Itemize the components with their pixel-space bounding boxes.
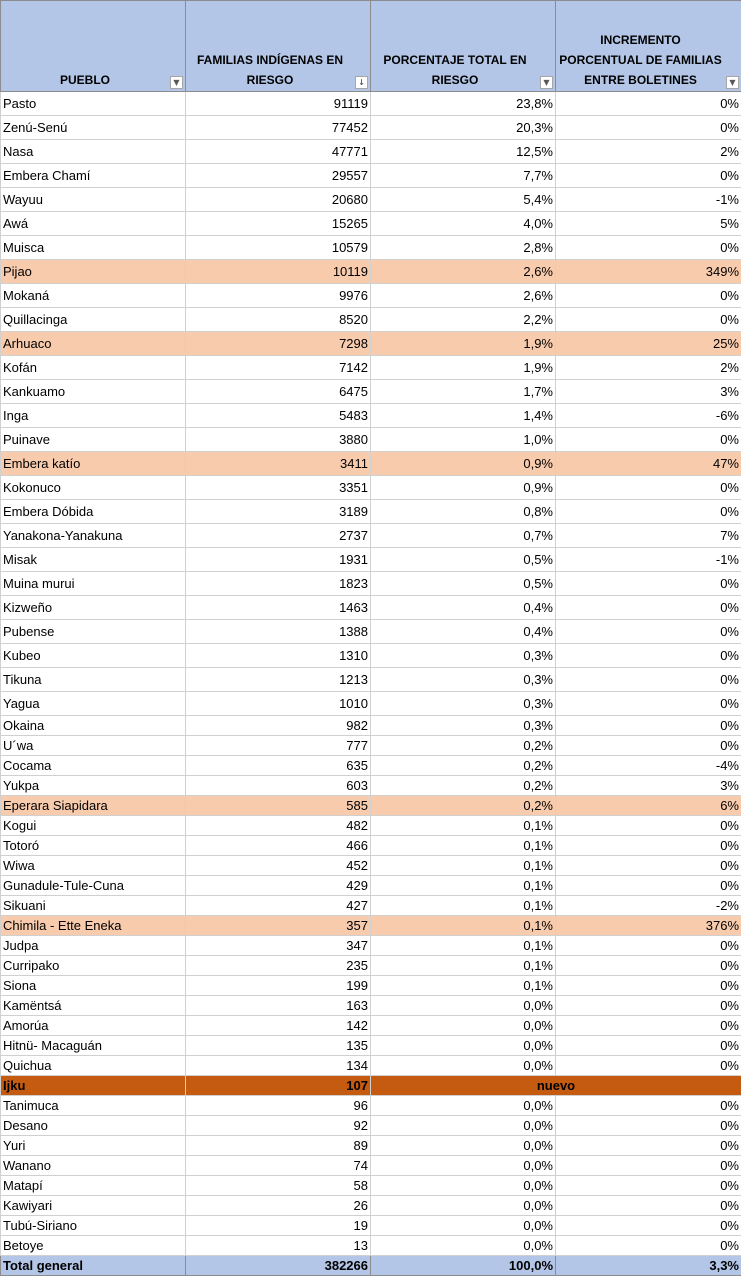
cell-pueblo[interactable]: Yanakona-Yanakuna [1,524,186,548]
cell-porcentaje[interactable]: 0,5% [371,548,556,572]
cell-familias[interactable]: 482 [186,816,371,836]
cell-familias[interactable]: 1388 [186,620,371,644]
cell-familias[interactable]: 1931 [186,548,371,572]
cell-pueblo[interactable]: Yuri [1,1136,186,1156]
cell-familias[interactable]: 19 [186,1216,371,1236]
cell-porcentaje[interactable]: 1,7% [371,380,556,404]
cell-porcentaje[interactable]: 0,3% [371,716,556,736]
cell-pueblo[interactable]: Ijku [1,1076,186,1096]
total-row [1,1256,741,1276]
cell-pueblo[interactable]: Embera katío [1,452,186,476]
cell-pueblo[interactable]: Amorúa [1,1016,186,1036]
cell-familias[interactable]: 982 [186,716,371,736]
table-row [1,1116,741,1136]
cell-familias[interactable]: 29557 [186,164,371,188]
cell-porcentaje[interactable]: 0,0% [371,1056,556,1076]
cell-porcentaje[interactable]: 0,1% [371,896,556,916]
cell-familias[interactable]: 777 [186,736,371,756]
table-row [1,380,741,404]
cell-familias[interactable]: 26 [186,1196,371,1216]
table-row [1,716,741,736]
cell-incremento[interactable]: 0% [556,164,741,188]
cell-porcentaje[interactable]: 0,8% [371,500,556,524]
cell-incremento[interactable]: 0% [556,500,741,524]
cell-incremento[interactable]: 0% [556,284,741,308]
cell-incremento[interactable]: 25% [556,332,741,356]
cell-familias[interactable]: 429 [186,876,371,896]
cell-incremento[interactable]: 7% [556,524,741,548]
cell-familias[interactable]: 603 [186,776,371,796]
cell-familias[interactable]: 77452 [186,116,371,140]
cell-pueblo[interactable]: Nasa [1,140,186,164]
cell-familias[interactable]: 3411 [186,452,371,476]
table-row [1,476,741,500]
cell-porcentaje[interactable]: 0,1% [371,976,556,996]
cell-familias[interactable]: 357 [186,916,371,936]
cell-pueblo[interactable]: Embera Dóbida [1,500,186,524]
cell-porcentaje[interactable]: 0,0% [371,1156,556,1176]
table-row [1,1056,741,1076]
cell-incremento[interactable]: 0% [556,1036,741,1056]
table-row [1,332,741,356]
cell-familias[interactable]: 585 [186,796,371,816]
cell-familias[interactable]: 20680 [186,188,371,212]
cell-incremento[interactable]: 0% [556,620,741,644]
filter-dropdown-icon[interactable]: ▼ [540,76,553,89]
cell-pueblo[interactable]: Quillacinga [1,308,186,332]
cell-pueblo[interactable]: U´wa [1,736,186,756]
table-row [1,1176,741,1196]
cell-pueblo[interactable]: Kamëntsá [1,996,186,1016]
cell-incremento[interactable]: 0% [556,1176,741,1196]
cell-pueblo[interactable]: Kokonuco [1,476,186,500]
cell-pueblo[interactable]: Eperara Siapidara [1,796,186,816]
cell-pueblo[interactable]: Matapí [1,1176,186,1196]
cell-incremento[interactable]: 0% [556,1236,741,1256]
cell-incremento[interactable]: 5% [556,212,741,236]
table-row [1,164,741,188]
cell-pueblo[interactable]: Gunadule-Tule-Cuna [1,876,186,896]
cell-incremento[interactable]: 47% [556,452,741,476]
cell-pueblo[interactable]: Siona [1,976,186,996]
table-row [1,596,741,620]
total-incremento[interactable]: 3,3% [556,1256,741,1276]
cell-porcentaje[interactable]: 1,4% [371,404,556,428]
filter-dropdown-icon[interactable]: ▼ [170,76,183,89]
table-body [1,92,741,1256]
cell-familias[interactable]: 3351 [186,476,371,500]
cell-familias[interactable]: 10119 [186,260,371,284]
cell-porcentaje[interactable]: 0,9% [371,452,556,476]
cell-porcentaje[interactable]: 0,4% [371,620,556,644]
cell-porcentaje[interactable]: 1,0% [371,428,556,452]
cell-porcentaje[interactable]: 0,2% [371,756,556,776]
cell-familias[interactable]: 9976 [186,284,371,308]
cell-incremento[interactable]: 0% [556,996,741,1016]
cell-pueblo[interactable]: Kogui [1,816,186,836]
table-row [1,996,741,1016]
cell-familias[interactable]: 134 [186,1056,371,1076]
cell-porcentaje[interactable]: 0,1% [371,816,556,836]
cell-pueblo[interactable]: Yukpa [1,776,186,796]
cell-porcentaje[interactable]: 0,0% [371,1216,556,1236]
cell-familias[interactable]: 89 [186,1136,371,1156]
table-row [1,260,741,284]
cell-porcentaje[interactable]: 0,0% [371,996,556,1016]
cell-familias[interactable]: 15265 [186,212,371,236]
total-familias[interactable]: 382266 [186,1256,371,1276]
header-incremento [556,1,741,92]
cell-pueblo[interactable]: Desano [1,1116,186,1136]
cell-familias[interactable]: 107 [186,1076,371,1096]
cell-incremento[interactable]: 0% [556,1216,741,1236]
cell-pueblo[interactable]: Embera Chamí [1,164,186,188]
table-row [1,1196,741,1216]
cell-porcentaje[interactable]: 2,6% [371,260,556,284]
cell-incremento[interactable]: 0% [556,1156,741,1176]
cell-pueblo[interactable]: Kofán [1,356,186,380]
cell-incremento[interactable]: 0% [556,692,741,716]
cell-familias[interactable]: 3880 [186,428,371,452]
cell-familias[interactable]: 5483 [186,404,371,428]
cell-porcentaje[interactable]: 1,9% [371,332,556,356]
cell-familias[interactable]: 7298 [186,332,371,356]
cell-familias[interactable]: 142 [186,1016,371,1036]
table-row [1,1156,741,1176]
cell-pueblo[interactable]: Totoró [1,836,186,856]
table-row [1,936,741,956]
sort-descending-filter-icon[interactable]: ↓ [355,76,368,89]
cell-porcentaje[interactable]: 20,3% [371,116,556,140]
cell-porcentaje[interactable]: 0,0% [371,1236,556,1256]
cell-incremento[interactable]: 0% [556,736,741,756]
table-row [1,776,741,796]
cell-pueblo[interactable]: Arhuaco [1,332,186,356]
cell-porcentaje[interactable]: 23,8% [371,92,556,116]
table-row [1,404,741,428]
cell-familias[interactable]: 7142 [186,356,371,380]
table-row [1,236,741,260]
cell-familias[interactable]: 8520 [186,308,371,332]
table-row [1,1076,741,1096]
cell-pueblo[interactable]: Hitnü- Macaguán [1,1036,186,1056]
table-row [1,836,741,856]
table-row [1,500,741,524]
cell-incremento[interactable]: 2% [556,140,741,164]
cell-pueblo[interactable]: Pasto [1,92,186,116]
cell-incremento[interactable]: -2% [556,896,741,916]
cell-porcentaje[interactable]: 0,0% [371,1196,556,1216]
cell-familias[interactable]: 10579 [186,236,371,260]
cell-familias[interactable]: 58 [186,1176,371,1196]
cell-familias[interactable]: 6475 [186,380,371,404]
cell-incremento[interactable]: 0% [556,428,741,452]
cell-familias[interactable]: 92 [186,1116,371,1136]
cell-pueblo[interactable]: Muisca [1,236,186,260]
cell-incremento[interactable]: 0% [556,816,741,836]
cell-pueblo[interactable]: Chimila - Ette Eneka [1,916,186,936]
cell-pueblo[interactable]: Kizweño [1,596,186,620]
cell-incremento[interactable]: 0% [556,1056,741,1076]
table-row [1,756,741,776]
table-row [1,644,741,668]
cell-porcentaje[interactable]: 0,3% [371,668,556,692]
table-row [1,1236,741,1256]
table-row [1,796,741,816]
cell-porcentaje[interactable]: 0,4% [371,596,556,620]
cell-porcentaje[interactable]: 0,2% [371,736,556,756]
cell-porcentaje[interactable]: 0,2% [371,776,556,796]
cell-incremento[interactable]: 0% [556,308,741,332]
cell-pueblo[interactable]: Kankuamo [1,380,186,404]
cell-incremento[interactable]: 0% [556,976,741,996]
cell-familias[interactable]: 135 [186,1036,371,1056]
header-familias-label: FAMILIAS INDÍGENAS EN RIESGO [196,53,343,87]
cell-porcentaje[interactable]: 1,9% [371,356,556,380]
table-row [1,976,741,996]
cell-incremento[interactable]: 0% [556,596,741,620]
cell-incremento[interactable]: 0% [556,116,741,140]
cell-porcentaje[interactable]: 0,1% [371,876,556,896]
table-row [1,572,741,596]
cell-pueblo[interactable]: Puinave [1,428,186,452]
header-pueblo-label: PUEBLO [59,73,110,87]
table-row [1,956,741,976]
cell-incremento[interactable]: 6% [556,796,741,816]
cell-incremento[interactable]: -6% [556,404,741,428]
cell-porcentaje[interactable]: 0,3% [371,644,556,668]
cell-familias[interactable]: 163 [186,996,371,1016]
cell-incremento[interactable]: -1% [556,188,741,212]
cell-familias[interactable]: 235 [186,956,371,976]
cell-incremento[interactable]: 0% [556,836,741,856]
cell-porcentaje[interactable]: 0,3% [371,692,556,716]
cell-incremento[interactable]: 0% [556,644,741,668]
cell-familias[interactable]: 3189 [186,500,371,524]
cell-familias[interactable]: 13 [186,1236,371,1256]
cell-porcentaje[interactable]: 0,1% [371,936,556,956]
cell-incremento[interactable]: 0% [556,856,741,876]
header-familias [186,1,371,92]
cell-familias[interactable]: 635 [186,756,371,776]
cell-familias[interactable]: 1213 [186,668,371,692]
cell-incremento[interactable]: 0% [556,956,741,976]
cell-familias[interactable]: 1463 [186,596,371,620]
cell-pueblo[interactable]: Sikuani [1,896,186,916]
cell-porcentaje[interactable]: 0,0% [371,1176,556,1196]
table-row [1,92,741,116]
table-row [1,1036,741,1056]
cell-incremento[interactable]: 0% [556,1136,741,1156]
cell-porcentaje[interactable]: 2,8% [371,236,556,260]
cell-pueblo[interactable]: Tikuna [1,668,186,692]
cell-incremento[interactable]: 349% [556,260,741,284]
cell-incremento[interactable]: 0% [556,1116,741,1136]
cell-pueblo[interactable]: Judpa [1,936,186,956]
table-row [1,188,741,212]
cell-pueblo[interactable]: Pijao [1,260,186,284]
cell-incremento[interactable]: 0% [556,876,741,896]
table-row [1,692,741,716]
cell-porcentaje[interactable]: 0,1% [371,956,556,976]
table-row [1,816,741,836]
table-row [1,356,741,380]
table-row [1,668,741,692]
cell-familias[interactable]: 96 [186,1096,371,1116]
table-row [1,308,741,332]
cell-porcentaje[interactable]: 2,6% [371,284,556,308]
cell-familias[interactable]: 1010 [186,692,371,716]
cell-incremento[interactable]: 376% [556,916,741,936]
cell-pueblo[interactable]: Mokaná [1,284,186,308]
cell-porcentaje[interactable]: 0,7% [371,524,556,548]
cell-porcentaje[interactable]: 12,5% [371,140,556,164]
cell-pueblo[interactable]: Zenú-Senú [1,116,186,140]
cell-porcentaje[interactable]: 0,2% [371,796,556,816]
cell-pueblo[interactable]: Muina murui [1,572,186,596]
cell-incremento[interactable]: 3% [556,380,741,404]
cell-familias[interactable]: 91119 [186,92,371,116]
cell-porcentaje[interactable]: 0,0% [371,1136,556,1156]
cell-pueblo[interactable]: Pubense [1,620,186,644]
cell-pueblo[interactable]: Quichua [1,1056,186,1076]
cell-pueblo[interactable]: Kawiyari [1,1196,186,1216]
filter-dropdown-icon[interactable]: ▼ [726,76,739,89]
table-row [1,116,741,140]
cell-incremento[interactable]: 3% [556,776,741,796]
table-row [1,524,741,548]
header-incremento-label: INCREMENTO PORCENTUAL DE FAMILIAS ENTRE BOLETINES [559,33,722,87]
cell-pueblo[interactable]: Betoye [1,1236,186,1256]
cell-incremento[interactable]: -1% [556,548,741,572]
cell-porcentaje[interactable]: 7,7% [371,164,556,188]
cell-familias[interactable]: 427 [186,896,371,916]
cell-pueblo[interactable]: Inga [1,404,186,428]
cell-familias[interactable]: 47771 [186,140,371,164]
table-row [1,428,741,452]
cell-pueblo[interactable]: Yagua [1,692,186,716]
cell-familias[interactable]: 466 [186,836,371,856]
cell-nuevo[interactable]: nuevo [371,1076,741,1096]
cell-incremento[interactable]: 0% [556,936,741,956]
cell-familias[interactable]: 452 [186,856,371,876]
cell-familias[interactable]: 2737 [186,524,371,548]
cell-porcentaje[interactable]: 0,0% [371,1036,556,1056]
table-row [1,452,741,476]
cell-familias[interactable]: 74 [186,1156,371,1176]
cell-pueblo[interactable]: Misak [1,548,186,572]
table-row [1,140,741,164]
cell-familias[interactable]: 1823 [186,572,371,596]
cell-pueblo[interactable]: Kubeo [1,644,186,668]
cell-incremento[interactable]: 0% [556,476,741,500]
header-porcentaje-label: PORCENTAJE TOTAL EN RIESGO [383,53,527,87]
total-label[interactable]: Total general [1,1256,186,1276]
total-porcentaje[interactable]: 100,0% [371,1256,556,1276]
cell-incremento[interactable]: 0% [556,1196,741,1216]
cell-porcentaje[interactable]: 0,0% [371,1016,556,1036]
table-row [1,736,741,756]
cell-pueblo[interactable]: Wiwa [1,856,186,876]
cell-incremento[interactable]: 0% [556,92,741,116]
table-row [1,548,741,572]
table-row [1,1136,741,1156]
header-pueblo [1,1,186,92]
cell-incremento[interactable]: 0% [556,668,741,692]
cell-porcentaje[interactable]: 4,0% [371,212,556,236]
cell-porcentaje[interactable]: 0,1% [371,916,556,936]
cell-porcentaje[interactable]: 0,0% [371,1096,556,1116]
cell-incremento[interactable]: 0% [556,572,741,596]
cell-incremento[interactable]: 0% [556,1096,741,1116]
header-row [1,1,741,92]
table-row [1,284,741,308]
cell-incremento[interactable]: 0% [556,716,741,736]
cell-porcentaje[interactable]: 0,9% [371,476,556,500]
cell-pueblo[interactable]: Tubú-Siriano [1,1216,186,1236]
table-row [1,1096,741,1116]
table-row [1,856,741,876]
cell-porcentaje[interactable]: 2,2% [371,308,556,332]
table-row [1,212,741,236]
cell-pueblo[interactable]: Tanimuca [1,1096,186,1116]
cell-porcentaje[interactable]: 5,4% [371,188,556,212]
table-row [1,620,741,644]
cell-pueblo[interactable]: Okaina [1,716,186,736]
cell-incremento[interactable]: 2% [556,356,741,380]
cell-familias[interactable]: 347 [186,936,371,956]
table-row [1,1016,741,1036]
cell-incremento[interactable]: 0% [556,236,741,260]
cell-pueblo[interactable]: Wayuu [1,188,186,212]
cell-porcentaje[interactable]: 0,5% [371,572,556,596]
cell-familias[interactable]: 199 [186,976,371,996]
cell-porcentaje[interactable]: 0,0% [371,1116,556,1136]
table-row [1,896,741,916]
cell-pueblo[interactable]: Curripako [1,956,186,976]
table-row [1,1216,741,1236]
header-porcentaje [371,1,556,92]
table-row [1,916,741,936]
cell-familias[interactable]: 1310 [186,644,371,668]
cell-incremento[interactable]: -4% [556,756,741,776]
cell-incremento[interactable]: 0% [556,1016,741,1036]
cell-porcentaje[interactable]: 0,1% [371,836,556,856]
table-row [1,876,741,896]
cell-porcentaje[interactable]: 0,1% [371,856,556,876]
cell-pueblo[interactable]: Cocama [1,756,186,776]
cell-pueblo[interactable]: Wanano [1,1156,186,1176]
cell-pueblo[interactable]: Awá [1,212,186,236]
